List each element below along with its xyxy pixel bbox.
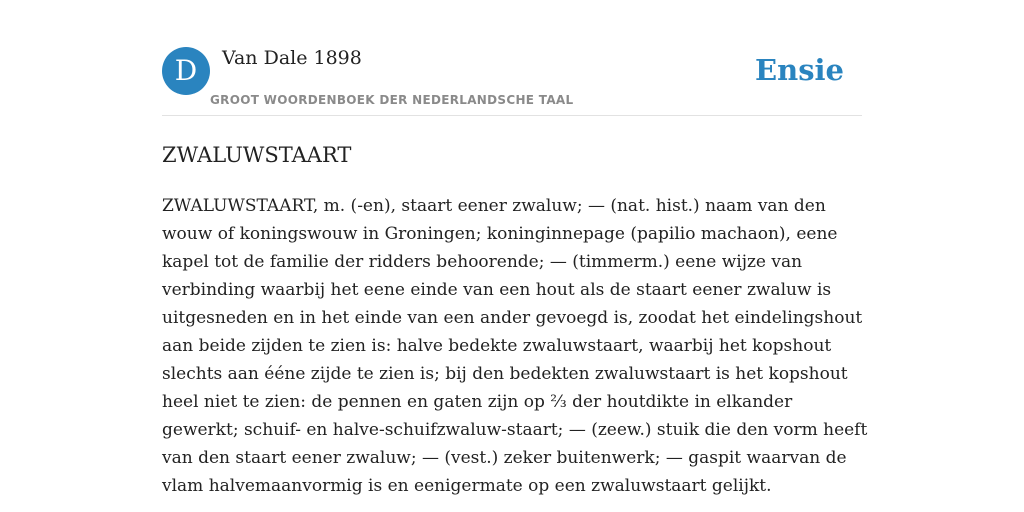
brand-logo[interactable]: Ensie <box>755 53 844 87</box>
dictionary-header <box>162 46 862 116</box>
dictionary-subtitle: GROOT WOORDENBOEK DER NEDERLANDSCHE TAAL <box>210 93 574 107</box>
dictionary-title[interactable]: Van Dale 1898 <box>222 47 362 69</box>
entry-definition: ZWALUWSTAART, m. (-en), staart eener zwaluw; — (nat. hist.) naam van den wouw of koningswouw in Groningen; koninginnepage (papilio machaon), eene kapel tot de familie der ridders behoorende; — (timmerm.) eene wijze van verbinding waarbij het eene einde van een hout als de staart eener zwaluw is uitgesneden en in het einde van een ander gevoegd is, zoodat het eindelingshout aan beide zijden te zien is: halve bedekte zwaluwstaart, waarbij het kopshout slechts aan ééne zijde te zien is; bij den bedekten zwaluwstaart is het kopshout heel niet te zien: de pennen en gaten zijn op ⅔ der houtdikte in elkander gewerkt; schuif- en halve-schuifzwaluw-staart; — (zeew.) stuik die den vorm heeft van den staart eener zwaluw; — (vest.) zeker buitenwerk; — gaspit waarvan de vlam halvemaanvormig is en eenigermate op een zwaluwstaart gelijkt. <box>162 196 868 496</box>
dictionary-avatar: D <box>162 47 210 95</box>
entry-headword: ZWALUWSTAART <box>162 143 352 167</box>
